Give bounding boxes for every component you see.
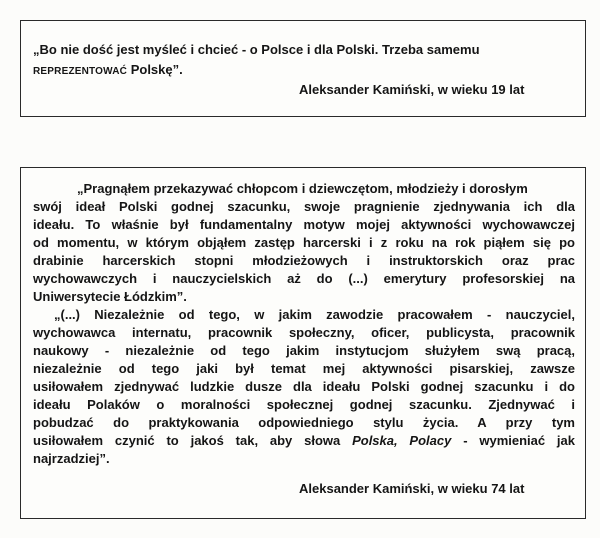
quote-2-line-6: wychowawczych i nauczycielskich aż do (...) emerytury profesorskiej na [33,271,575,286]
quote-2-line-15 [33,433,575,449]
quote-1-attribution: Aleksander Kamiński, w wieku 19 lat [299,82,525,97]
quote-2-line-15-b: - wymieniać jak [451,433,576,448]
quote-2-italic-words: Polska, Polacy [352,433,452,448]
quote-2-attribution: Aleksander Kamiński, w wieku 74 lat [299,481,525,496]
quote-2-line-14: pobudzać do praktykowania odpowiedniego stylu życia. A przy tym [33,415,575,430]
quote-1-line-2-rest: Polskę”. [127,62,183,77]
quote-1-line-1: „Bo nie dość jest myśleć i chcieć - o Polsce i dla Polski. Trzeba samemu [33,42,480,57]
quote-2-line-10: naukowy - niezależnie od tego jakim instytucjom służyłem swą pracą, [33,343,575,358]
quote-box-1 [20,20,586,117]
quote-2-line-8: „(...) Niezależnie od tego, w jakim zawodzie pracowałem - nauczyciel, [54,307,575,322]
quote-2-line-15-a: usiłowałem czynić to jakoś tak, aby słowa [33,433,353,448]
quote-2-line-2: swój ideał Polski godnej szacunku, swoje pragnienie zjednywania ich dla [33,199,575,214]
quote-2-line-5: drabinie harcerskich stopni młodzieżowych i instruktorskich oraz prac [33,253,575,268]
quote-1-emphasis: REPREZENTOWAĆ [33,66,128,77]
quote-2-line-3: ideału. To właśnie był fundamentalny motyw mojej aktywności wychowawczej [33,217,575,232]
quote-2-line-12: usiłowałem zjednywać ludzkie dusze dla ideału Polski godnej szacunku i do [33,379,575,394]
quote-2-line-7: Uniwersytecie Łódzkim”. [33,289,187,304]
quote-box-2 [20,167,586,519]
quote-2-line-13: ideału Polaków o moralności społecznej godnej szacunku. Zjednywać i [33,397,575,412]
quote-2-line-9: wychowawca internatu, pracownik społeczny, oficer, publicysta, pracownik [33,325,575,340]
quote-2-line-4: od momentu, w którym objąłem zastęp harcerski i z roku na rok piąłem się po [33,235,575,250]
quote-2-line-1: „Pragnąłem przekazywać chłopcom i dziewczętom, młodzieży i dorosłym [77,181,528,196]
quote-2-line-16: najrzadziej”. [33,451,110,466]
quote-2-line-11: niezależnie od tego jaki był temat mej aktywności pisarskiej, zawsze [33,361,575,376]
quote-1-line-2 [33,62,183,80]
